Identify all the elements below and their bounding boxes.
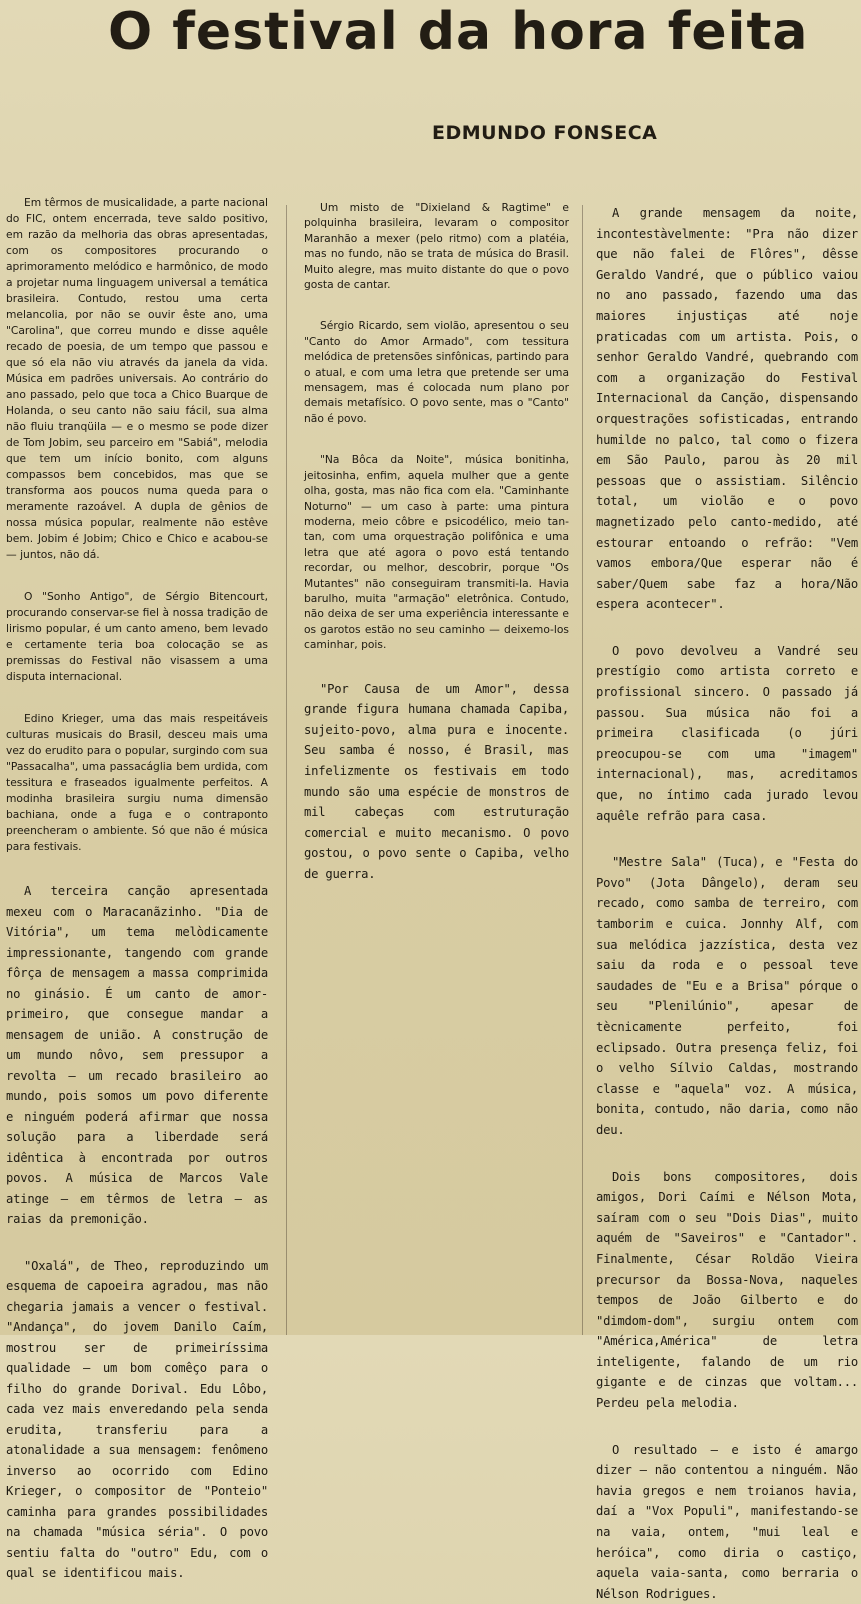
paragraph: Em têrmos de musicalidade, a parte nacional do FIC, ontem encerrada, teve saldo positivo, em razão da melhoria das obras apresentadas, com os compositores procurando o aprimoramento melódico e harmônico, de modo a projetar numa linguagem universal a temática brasileira. Contudo, restou uma certa melancolia, por não se ouvir êste ano, uma "Carolina", que correu mundo e disse aquêle recado de poesia, de um tempo que passou e que só ela não viu através da janela da vida. Música em padrões universais. Ao contrário do ano passado, pelo que toca a Chico Buarque de Holanda, o seu canto não saiu fácil, sua alma não fluiu tranqüila — e o mesmo se pode dizer de Tom Jobim, seu parceiro em "Sabiá", melodia que tem um início bonito, com alguns compassos bem concebidos, mas que se transforma aos poucos numa queda para o meramente razoável. A dupla de gênios de nossa música popular, realmente não estêve bem. Jobim é Jobim; Chico e Chico e acabou-se — juntos, não dá. (6, 196, 268, 561)
byline: EDMUNDO FONSECA (432, 122, 658, 144)
paragraph: Dois bons compositores, dois amigos, Dori Caími e Nélson Mota, saíram com o seu "Dois Dias", muito aquém de "Saveiros" e "Cantador". Finalmente, César Roldão Vieira precursor da Bossa-Nova, naqueles tempos de João Gilberto e do "dimdom-dom", surgiu ontem com "América,América" de letra inteligente, falando de um rio gigante e de cinzas que voltam... Perdeu pela melodia. (596, 1169, 858, 1411)
paragraph: A grande mensagem da noite, incontestàvelmente: "Pra não dizer que não falei de Flôres", dêsse Geraldo Vandré, que o público vaiou no ano passado, fazendo uma das maiores injustiças até noje praticadas com um artista. Pois, o senhor Geraldo Vandré, quebrando com com a organização do Festival Internacional da Canção, dispensando orquestrações sofisticadas, entrando humilde no palco, tal como o fizera em São Paulo, parou às 20 mil pessoas que o assistiam. Silêncio total, um violão e o povo magnetizado pelo canto-medido, até estourar entoando o refrão: "Vem vamos embora/Que esperar não é saber/Quem sabe faz a hora/Não espera acontecer". (596, 206, 858, 612)
paragraph: "Mestre Sala" (Tuca), e "Festa do Povo" (Jota Dângelo), deram seu recado, como samba de terreiro, com tamborim e cuica. Jonnhy Alf, com sua melódica jazzística, desta vez saiu da roda e o pessoal teve saudades de "Eu e a Brisa" pórque o seu "Plenilúnio", apesar de tècnicamente perfeito, foi eclipsado. Outra presença feliz, foi o velho Sílvio Caldas, mostrando classe e "aquela" voz. A música, bonita, contudo, não daria, como não deu. (596, 855, 858, 1137)
column-rule (582, 205, 583, 1335)
paragraph: "Por Causa de um Amor", dessa grande figura humana chamada Capiba, sujeito-povo, alma pura e inocente. Seu samba é nosso, é Brasil, mas infelizmente os festivais em todo mundo são uma espécie de monstros de mil cabeças com estruturação comercial e muito mecanismo. O povo gostou, o povo sente o Capiba, velho de guerra. (304, 681, 569, 881)
paragraph: "Na Bôca da Noite", música bonitinha, jeitosinha, enfim, aquela mulher que a gente olha, gosta, mas não fica com ela. "Caminhante Noturno" — um caso à parte: uma pintura moderna, meio côbre e psicodélico, meio tan-tan, com uma orquestração polifônica e uma letra que até agora o povo está tentando recordar, ou melhor, descobrir, porque "Os Mutantes" não conseguiram transmiti-la. Havia barulho, muita "armação" eletrônica. Contudo, não deixa de ser uma experiência interessante e os garotos estão no seu caminho — deixemo-los caminhar, pois. (304, 453, 569, 652)
paragraph: O resultado — e isto é amargo dizer — não contentou a ninguém. Não havia gregos e nem troianos havia, daí a "Vox Populi", manifestando-se na vaia, ontem, "mui leal e heróica", como diria o castiço, aquela vaia-santa, como berraria o Nélson Rodrigues. (596, 1442, 858, 1601)
paragraph: Edino Krieger, uma das mais respeitáveis culturas musicais do Brasil, desceu mais uma vez do erudito para o popular, surgindo com sua "Passacalha", uma passacáglia bem urdida, com tessitura e fraseados igualmente perfeitos. A modinha brasileira surgiu numa dimensão bachiana, onde a fuga e o contraponto preencheram o ambiente. Só que não é música para festivais. (6, 712, 268, 853)
paragraph: Sérgio Ricardo, sem violão, apresentou o seu "Canto do Amor Armado", com tessitura melódica de pretensões sinfônicas, partindo para o atual, e com uma letra que pretende ser uma mensagem, mas é colocada num plano por demais metafísico. O povo sente, mas o "Canto" não é povo. (304, 319, 569, 425)
paragraph: "Oxalá", de Theo, reproduzindo um esquema de capoeira agradou, mas não chegaria jamais a vencer o festival. "Andança", do jovem Danilo Caím, mostrou ser de primeiríssima qualidade — um bom comêço para o filho do grande Dorival. Edu Lôbo, cada vez mais enveredando pela senda erudita, transferiu para a atonalidade a sua mensagem: fenômeno inverso ao ocorrido com Edino Krieger, o compositor de "Ponteio" caminha para grandes possibilidades na chamada "música séria". O povo sentiu falta do "outro" Edu, com o qual se identificou mais. (6, 1258, 268, 1580)
headline: O festival da hora feita (108, 2, 809, 62)
paragraph: A terceira canção apresentada mexeu com o Maracanãzinho. "Dia de Vitória", um tema melòdicamente impressionante, tangendo com grande fôrça de mensagem a massa comprimida no ginásio. É um canto de amor-primeiro, que consegue mandar a mensagem de união. A construção de um mundo nôvo, sem pressupor a revolta — um recado brasileiro ao mundo, pois somos um povo diferente e ninguém poderá afirmar que nossa solução para a liberdade será idêntica à encontrada por outros povos. A música de Marcos Vale atinge — em têrmos de letra — as raias da premonição. (6, 884, 268, 1226)
column-rule (286, 205, 287, 1335)
column-1 (6, 195, 268, 1580)
paragraph: Um misto de "Dixieland & Ragtime" e polquinha brasileira, levaram o compositor Maranhão a mexer (pelo ritmo) com a platéia, mas no fundo, não se trata de música do Brasil. Muito alegre, mas muito distante do que o povo gosta de cantar. (304, 201, 569, 292)
paragraph: O "Sonho Antigo", de Sérgio Bitencourt, procurando conservar-se fiel à nossa tradição de lirismo popular, é um canto ameno, bem levado e certamente teria boa colocação se as premissas do Festival não visassem a uma disputa internacional. (6, 590, 268, 683)
column-2 (304, 200, 569, 1335)
paragraph: O povo devolveu a Vandré seu prestígio como artista correto e profissional sincero. O passado já passou. Sua música não foi a primeira clasificada (o júri preocupou-se com uma "imagem" internacional), mas, acreditamos que, no íntimo cada jurado levou aquêle refrão para casa. (596, 643, 858, 823)
column-3 (596, 203, 858, 1601)
